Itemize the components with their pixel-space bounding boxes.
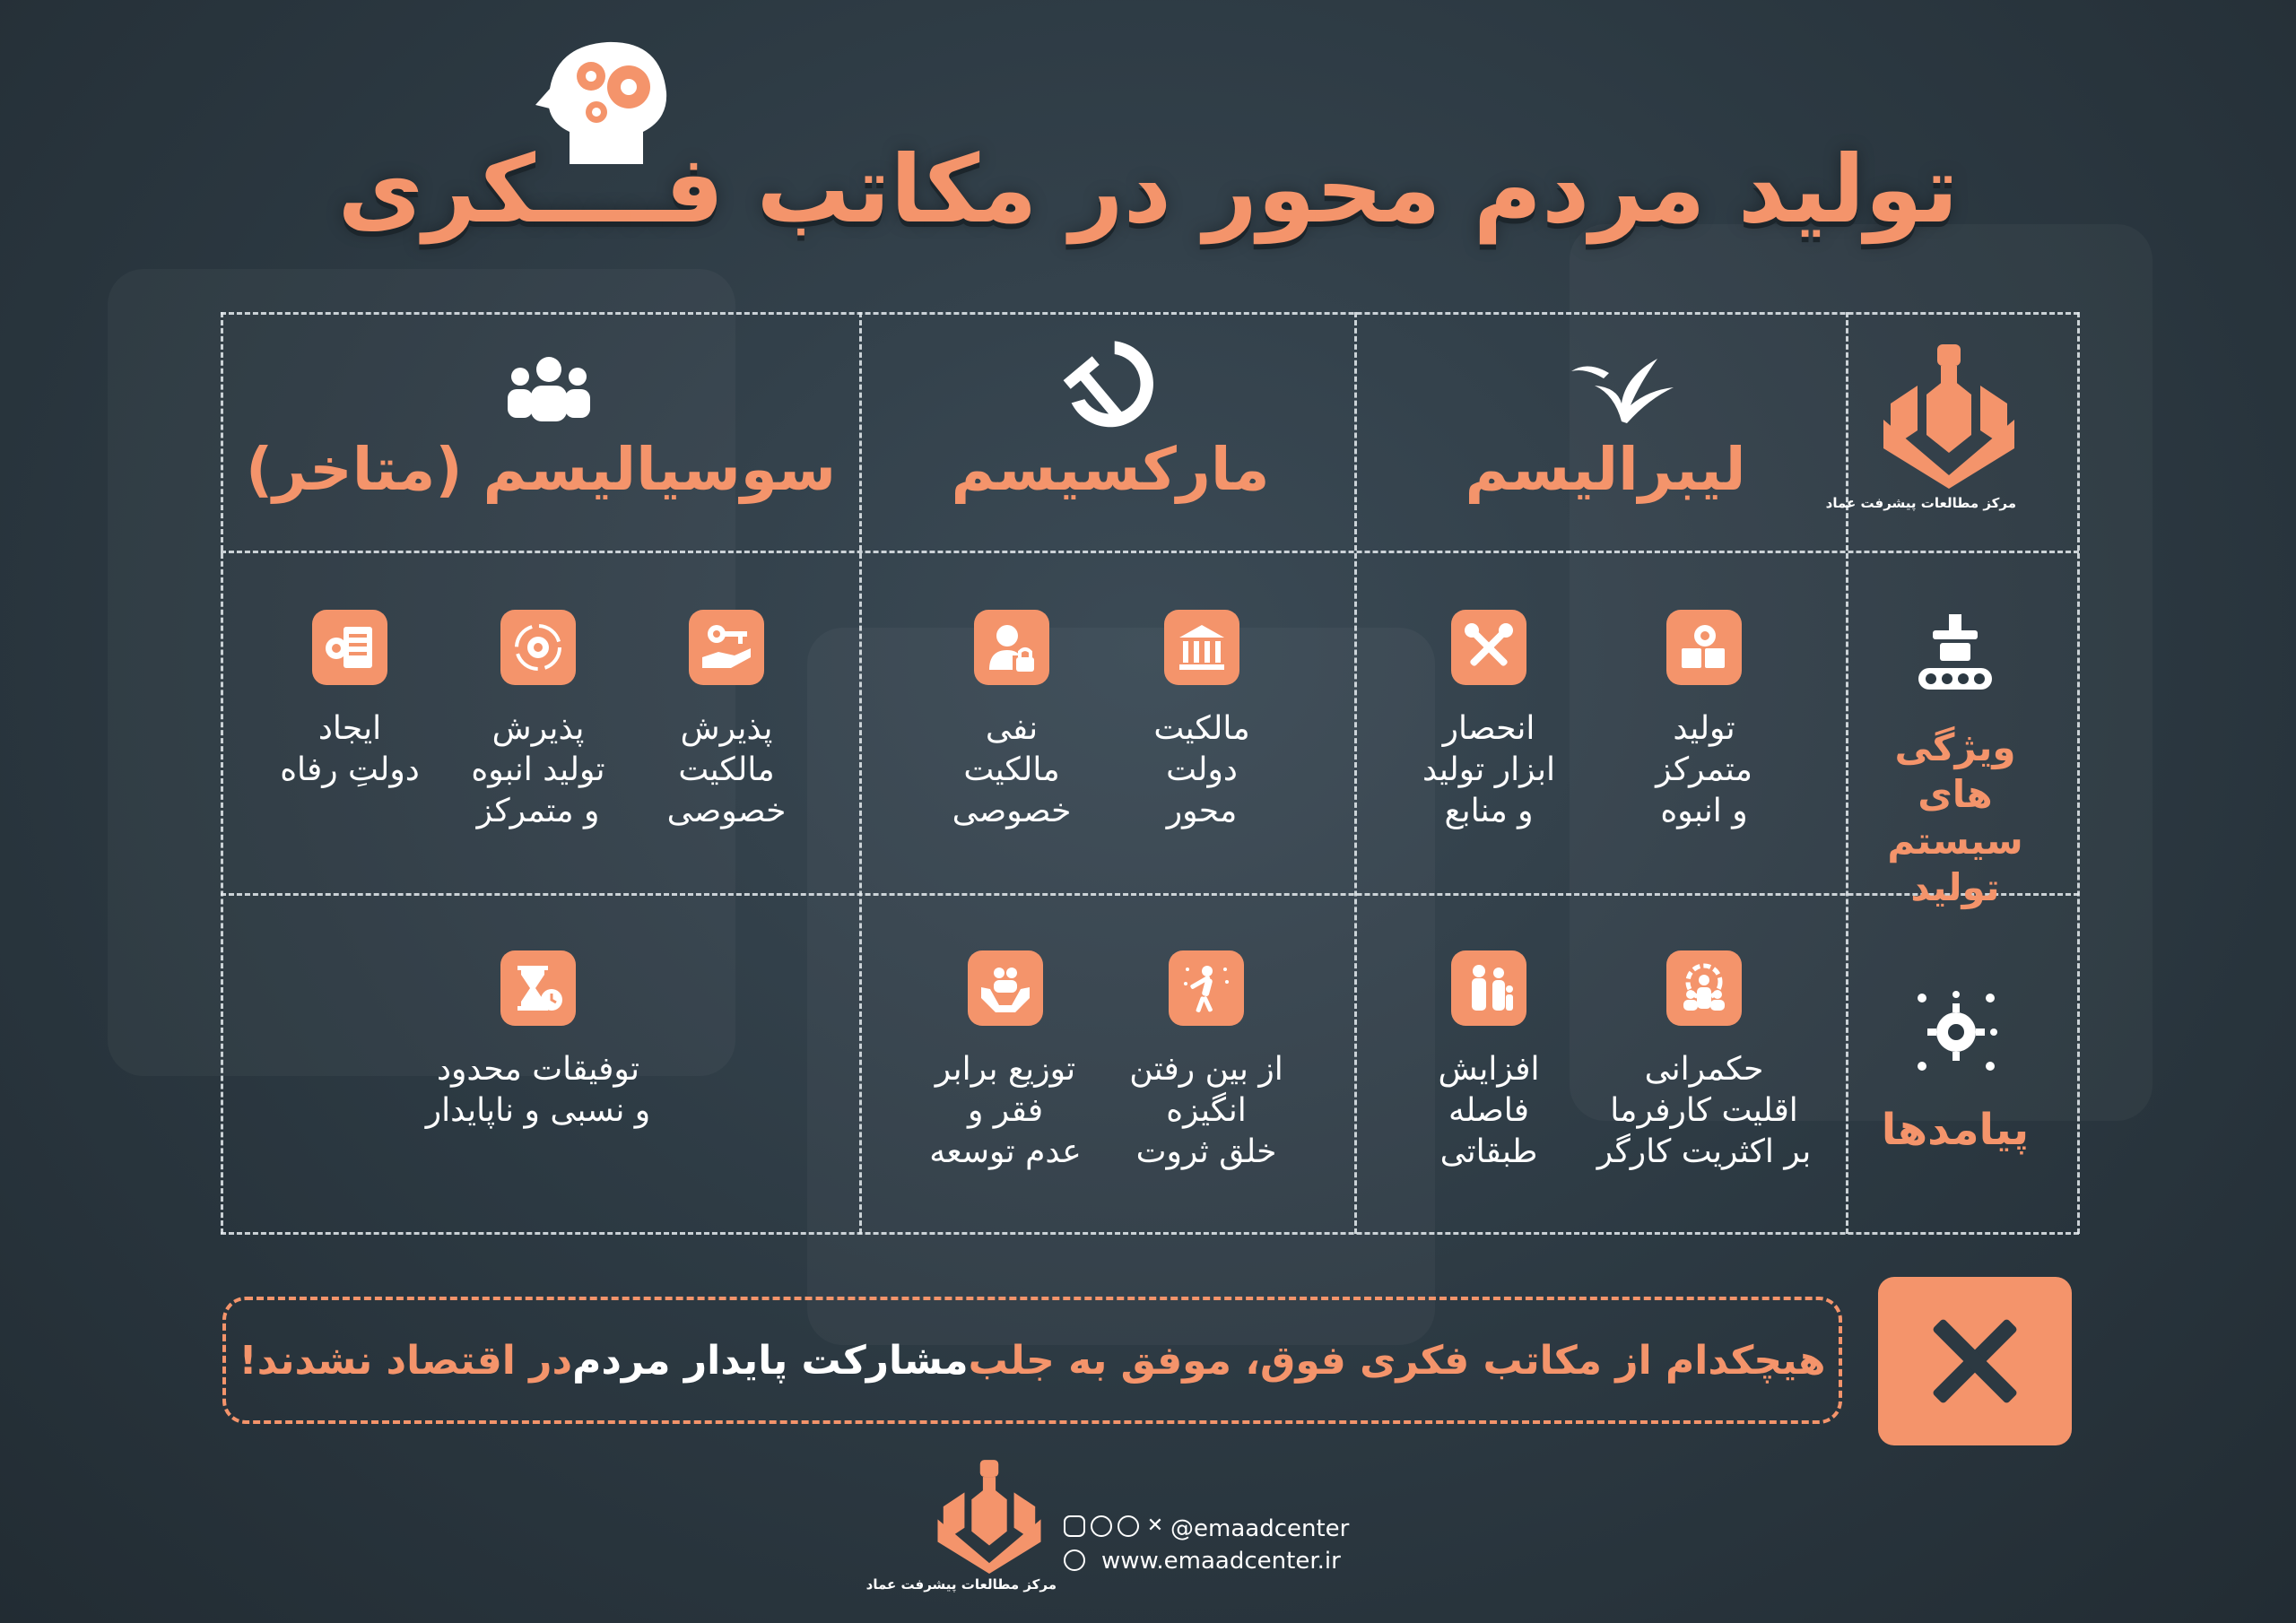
hourglass-clock-icon: [500, 950, 576, 1026]
feature-socialism-2: پذیرش تولید انبوه و متمرکز: [439, 610, 637, 832]
user-lock-icon: [974, 610, 1049, 685]
x-twitter-icon[interactable]: ✕: [1146, 1515, 1164, 1537]
instagram-icon[interactable]: [1064, 1515, 1085, 1537]
column-title-marxism: مارکسیسم: [951, 435, 1270, 504]
website-link[interactable]: www.emaadcenter.ir: [1101, 1548, 1341, 1575]
row-label-consequences: پیامدها: [1881, 1105, 2030, 1155]
emaad-footer-logo: [931, 1457, 1048, 1574]
gear-cycle-icon: [500, 610, 576, 685]
eitaa-icon[interactable]: [1118, 1515, 1139, 1537]
row-label-features: ویژگی های سیستم تولید: [1887, 725, 2023, 909]
production-line-icon: [1915, 614, 1996, 695]
government-building-icon: [1164, 610, 1239, 685]
liberal-bird-icon: [1568, 341, 1675, 430]
gears-dots-icon: [1915, 991, 1997, 1073]
hand-key-icon: [689, 610, 764, 685]
consequence-marxism-2: توزیع برابر فقر و عدم توسعه: [902, 950, 1109, 1173]
feature-liberalism-1: تولید متمرکز و انبوه: [1614, 610, 1794, 832]
consequence-liberalism-2: افزایش فاصله طبقاتی: [1399, 950, 1578, 1173]
hammer-sickle-icon: [1058, 334, 1161, 437]
close-x-icon: [1878, 1277, 2072, 1445]
falling-person-icon: [1169, 950, 1244, 1026]
feature-marxism-1: مالکیت دولت محور: [1112, 610, 1292, 832]
social-handle[interactable]: @emaadcenter: [1170, 1515, 1350, 1542]
feature-liberalism-2: انحصار ابزار تولید و منابع: [1381, 610, 1596, 832]
telegram-icon[interactable]: [1091, 1515, 1112, 1537]
document-gear-icon: [312, 610, 387, 685]
consequence-socialism-1: توفیقات محدود و نسبی و ناپایدار: [386, 950, 691, 1132]
page-title: تولید مردم محور در مکاتب فــــکری: [337, 135, 1959, 244]
gear-people-icon: [1666, 950, 1742, 1026]
footer-logo-caption: مرکز مطالعات پیشرفت عماد: [865, 1576, 1057, 1593]
people-group-icon: [504, 352, 594, 423]
globe-icon: [1064, 1549, 1085, 1571]
column-title-liberalism: لیبرالیسم: [1465, 435, 1746, 504]
consequence-marxism-1: از بین رفتن انگیزه خلق ثروت: [1103, 950, 1309, 1173]
tools-icon: [1451, 610, 1526, 685]
conclusion-banner: هیچکدام از مکاتب فکری فوق، موفق به جلب مشارکت پایدار مردم در اقتصاد نشدند!: [222, 1297, 1842, 1424]
consequence-liberalism-1: حکمرانی اقلیت کارفرما بر اکثریت کارگر: [1578, 950, 1830, 1173]
feature-socialism-1: پذیرش مالکیت خصوصی: [628, 610, 825, 832]
hands-people-icon: [968, 950, 1043, 1026]
logo-caption: مرکز مطالعات پیشرفت عماد: [1825, 495, 2016, 511]
emaad-logo: [1882, 341, 2016, 489]
boxes-gear-icon: [1666, 610, 1742, 685]
family-icon: [1451, 950, 1526, 1026]
feature-marxism-2: نفی مالکیت خصوصی: [922, 610, 1101, 832]
social-icons: [1064, 1515, 1166, 1537]
feature-socialism-3: ایجاد دولتِ رفاه: [260, 610, 439, 791]
column-title-socialism: سوسیالیسم (متاخر): [245, 435, 837, 504]
